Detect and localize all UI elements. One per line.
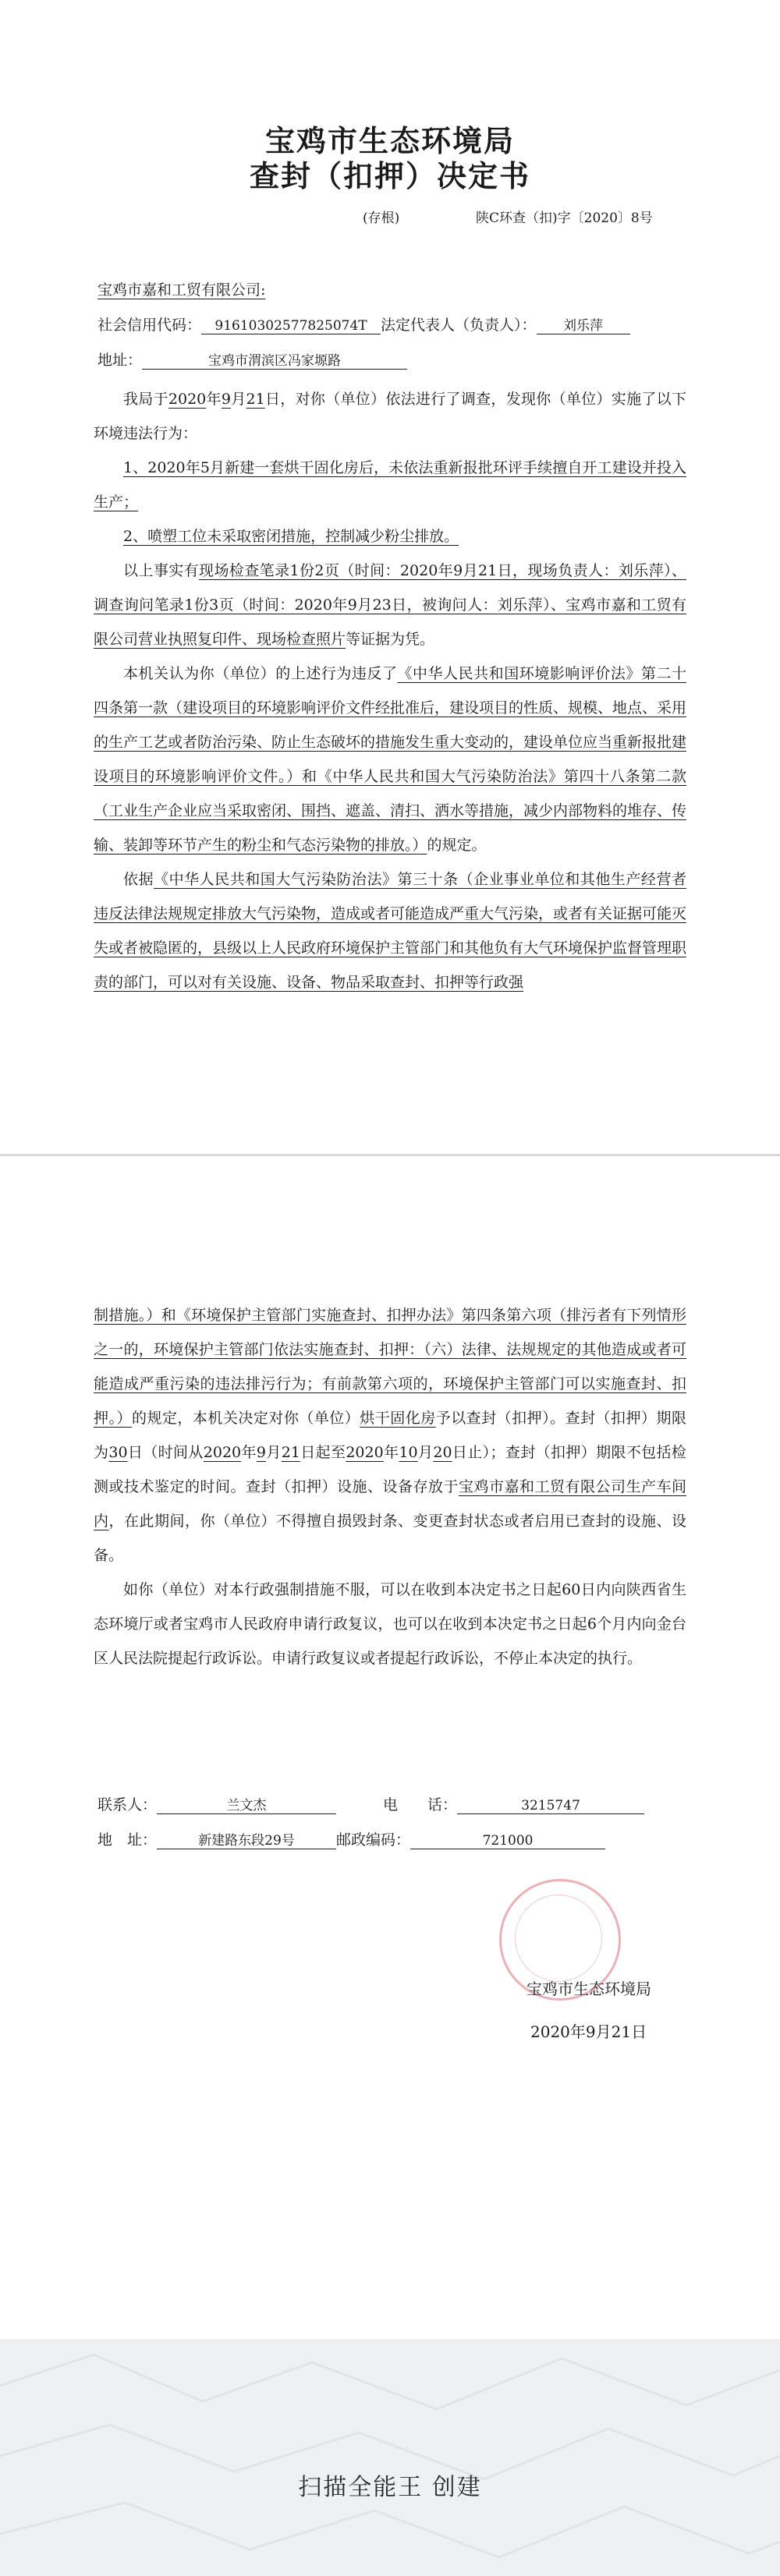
- contact-address-label: 地 址：: [98, 1831, 158, 1849]
- contact-person-value: 兰文杰: [157, 1794, 336, 1814]
- address-label: 地址：: [98, 352, 143, 369]
- footer-watermark: 扫描全能王 创建: [298, 2474, 482, 2501]
- intro-paragraph: 我局于2020年9月21日，对你（单位）依法进行了调查，发现你（单位）实施了以下环境违法行为：: [94, 391, 686, 442]
- body-bottom: [94, 1298, 686, 1675]
- document-title-line2: 查封（扣押）决定书: [249, 159, 530, 193]
- postcode-value: 721000: [410, 1833, 605, 1849]
- contact-row-2: [98, 1828, 605, 1849]
- contact-person-label: 联系人：: [98, 1796, 158, 1813]
- contact-row-1: [98, 1793, 644, 1814]
- violation-2: 2、喷塑工位未采取密闭措施，控制减少粉尘排放。: [123, 528, 459, 545]
- footer-pattern-icon: [0, 2339, 780, 2576]
- page-fold-divider: [0, 1154, 780, 1156]
- legal-basis-paragraph: 本机关认为你（单位）的上述行为违反了《中华人民共和国环境影响评价法》第二十四条第一款（建设项目的环境影响评价文件经批准后，建设项目的性质、规模、地点、采用的生产工艺或者防治污染、防止生态破坏的措施发生重大变动的，建设单位应当重新报批建设项目的环境影响评价文件。）和《中华人民共和国大气污染防治法》第四十八条第二款（工业生产企业应当采取密闭、围挡、遮盖、清扫、洒水等措施，减少内部物料的堆存、传输、装卸等环节产生的粉尘和气态污染物的排放。）的规定。: [94, 665, 687, 854]
- contact-phone-label: 电 话：: [383, 1796, 458, 1813]
- address-row: [98, 349, 407, 370]
- seal-inner-ring: [515, 1895, 602, 1982]
- legal-rep-value: 刘乐萍: [537, 314, 630, 334]
- credit-code-value: 91610302577825074T: [201, 318, 381, 334]
- address-value: 宝鸡市渭滨区冯家塬路: [142, 349, 407, 370]
- signature-org: 宝鸡市生态环境局: [526, 1980, 651, 1998]
- appeal-paragraph: 如你（单位）对本行政强制措施不服，可以在收到本决定书之日起60日内向陕西省生态环境厅或者宝鸡市人民政府申请行政复议，也可以在收到本决定书之日起6个月内向金台区人民法院提起行政诉讼。申请行政复议或者提起行政诉讼，不停止本决定的执行。: [94, 1581, 686, 1667]
- contact-address-value: 新建路东段29号: [157, 1829, 336, 1849]
- basis-paragraph-part1: 依据《中华人民共和国大气污染防治法》第三十条（企业事业单位和其他生产经营者违反法律法规规定排放大气污染物，造成或者可能造成严重大气污染，或者有关证据可能灭失或者被隐匿的，县级以上人民政府环境保护主管部门和其他负有大气环境保护监督管理职责的部门，可以对有关设施、设备、物品采取查封、扣押等行政强: [94, 871, 687, 991]
- violation-1: 1、2020年5月新建一套烘干固化房后，未依法重新报批环评手续擅自开工建设并投入生产；: [94, 459, 686, 511]
- postcode-label: 邮政编码：: [336, 1831, 411, 1849]
- credit-code-label: 社会信用代码：: [98, 317, 202, 334]
- stub-label: (存根): [363, 211, 400, 226]
- evidence-paragraph: 以上事实有现场检查笔录1份2页（时间：2020年9月21日，现场负责人：刘乐萍）、调查询问笔录1份3页（时间：2020年9月23日，被询问人：刘乐萍）、宝鸡市嘉和工贸有限公司营业执照复印件、现场检查照片等证据为凭。: [94, 562, 686, 648]
- signature-date: 2020年9月21日: [530, 2022, 647, 2041]
- document-number: 陕C环查（扣)字〔2020〕8号: [476, 211, 653, 226]
- legal-rep-label: 法定代表人（负责人）：: [381, 317, 537, 334]
- document-title-line1: 宝鸡市生态环境局: [264, 124, 515, 158]
- body-top: [94, 382, 686, 1000]
- basis-paragraph-part2: 制措施。）和《环境保护主管部门实施查封、扣押办法》第四条第六项（排污者有下列情形之一的，环境保护主管部门依法实施查封、扣押：（六）法律、法规规定的其他造成或者可能造成严重污染的违法排污行为；有前款第六项的，环境保护主管部门可以实施查封、扣押。）的规定，本机关决定对你（单位）烘干固化房予以查封（扣押）。查封（扣押）期限为30日（时间从2020年9月21日起至2020年10月20日止）；查封（扣押）期限不包括检测或技术鉴定的时间。查封（扣押）设施、设备存放于宝鸡市嘉和工贸有限公司生产车间内，在此期间，你（单位）不得擅自损毁封条、变更查封状态或者启用已查封的设施、设备。: [94, 1307, 686, 1564]
- recipient-company: 宝鸡市嘉和工贸有限公司:: [98, 281, 266, 299]
- credit-code-row: [98, 313, 630, 334]
- contact-phone-value: 3215747: [457, 1798, 644, 1814]
